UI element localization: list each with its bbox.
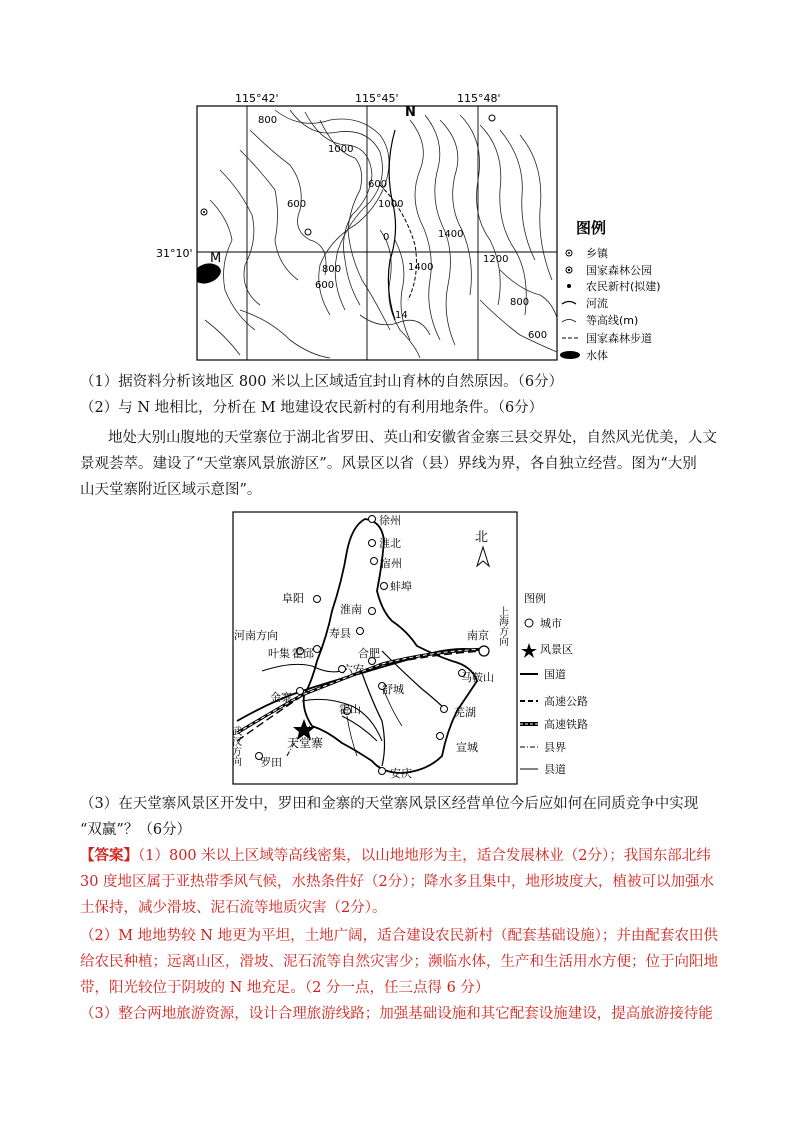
legend-item: 农民新村(拟建)	[586, 280, 661, 293]
region-map	[229, 511, 622, 787]
city-label: 南京	[467, 629, 489, 642]
contour-label: 1000	[378, 199, 404, 210]
contour-label: 1200	[483, 254, 509, 265]
intro-line-3: 山天堂寨附近区域示意图”。	[80, 482, 262, 498]
contour-label: 0	[383, 232, 390, 243]
city-label: 霍山	[339, 703, 361, 716]
legend-item: 县道	[544, 763, 566, 776]
legend-title: 图例	[524, 592, 546, 605]
lat-label: 31°10'	[156, 247, 193, 260]
city-label: 宣城	[456, 741, 478, 754]
legend-item: 国家森林步道	[586, 332, 652, 345]
legend-item: 国家森林公园	[586, 264, 652, 277]
answer-2-line-3: 带，阳光较位于阴坡的 N 地充足。（2 分一点，任三点得 6 分）	[80, 980, 490, 996]
question-2: （2）与 N 地相比，分析在 M 地建设农民新村的有利用地条件。（6分）	[80, 400, 544, 416]
city-label: 淮南	[340, 603, 362, 616]
answer-1-line-3: 土保持，减少滑坡、泥石流等地质灾害（2分）。	[80, 900, 387, 916]
legend-title: 图例	[576, 219, 607, 237]
city-label: 芜湖	[454, 706, 476, 719]
legend-item: 河流	[586, 297, 608, 310]
answer-tag: 【答案】	[80, 847, 138, 864]
intro-line-2: 景观荟萃。建设了“天堂寨风景旅游区”。风景区以省（县）界线为界，各自独立经营。图为“大别	[80, 456, 697, 472]
contour-label: 800	[322, 264, 342, 275]
intro-line-1: 地处大别山腹地的天堂寨位于湖北省罗田、英山和安徽省金寨三县交界处，自然风光优美，人文	[108, 430, 717, 446]
contour-label: 1400	[438, 229, 464, 240]
city-label: 阜阳	[282, 592, 304, 605]
city-label: 安庆	[390, 767, 412, 780]
city-label: 六安	[342, 663, 364, 676]
legend-item: 高速公路	[544, 695, 588, 708]
legend-item: 水体	[586, 349, 608, 362]
city-label: 上海方向	[496, 606, 508, 646]
city-label: 宿州	[380, 557, 402, 570]
answer-1-line-2: 30 度地区属于亚热带季风气候，水热条件好（2分）；降水多且集中，地形坡度大，植被可以加强水	[80, 874, 715, 890]
legend-item: 风景区	[540, 643, 573, 656]
contour-label: 600	[528, 330, 548, 341]
answer-text: （1）800 米以上区域等高线密集，以山地地形为主，适合发展林业（2分）；我国东部北纬	[138, 848, 711, 864]
lon-label-2: 115°45'	[355, 92, 399, 105]
contour-label: 800	[510, 297, 530, 308]
answer-2-line-2: 给农民种植；远离山区，滑坡、泥石流等自然灾害少；濒临水体，生产和生活用水方便；位于向阳地	[80, 954, 718, 970]
city-label: 舒城	[382, 683, 404, 696]
city-label: 罗田	[260, 756, 282, 769]
contour-label: 600	[315, 280, 335, 291]
contour-map	[156, 90, 661, 365]
legend-item: 国道	[544, 668, 566, 681]
contour-label: 1400	[408, 262, 434, 273]
legend-item: 城市	[540, 617, 562, 630]
city-label: 寿县	[329, 627, 351, 640]
city-label: 武汉方向	[229, 726, 241, 766]
answer-3-line-1: （3）整合两地旅游资源，设计合理旅游线路；加强基础设施和其它配套设施建设，提高旅游接待能	[80, 1006, 713, 1022]
m-label: M	[210, 251, 222, 266]
city-label: 金寨	[270, 691, 292, 704]
contour-label: 14	[395, 310, 408, 321]
lon-label-1: 115°42'	[235, 92, 279, 105]
question-3-line-1: （3）在天堂寨风景区开发中，罗田和金寨的天堂寨风景区经营单位今后应如何在同质竞争中实现	[80, 796, 699, 812]
question-1: （1）据资料分析该地区 800 米以上区域适宜封山育林的自然原因。（6分）	[80, 374, 564, 390]
legend-item: 县界	[544, 741, 566, 754]
city-label: 蚌埠	[390, 580, 412, 593]
contour-label: 800	[258, 115, 278, 126]
answer-2-line-1: （2）M 地地势较 N 地更为平坦，土地广阔，适合建设农民新村（配套基础设施）；并由配套农田供	[80, 928, 718, 944]
north-label: N	[405, 105, 416, 120]
question-3-line-2: “双赢”？（6分）	[80, 822, 192, 838]
lon-label-3: 115°48'	[457, 92, 501, 105]
city-label: 淮北	[379, 537, 401, 550]
north-arrow-label: 北	[475, 530, 489, 545]
city-label: 天堂寨	[287, 736, 324, 750]
city-label: 霍邱	[292, 647, 314, 660]
contour-label: 1000	[328, 144, 354, 155]
city-label: 河南方向	[234, 629, 278, 642]
legend-item: 等高线(m)	[586, 314, 639, 327]
contour-label: 600	[287, 199, 307, 210]
contour-label: 600	[368, 179, 388, 190]
legend-item: 乡镇	[586, 247, 608, 260]
city-label: 马鞍山	[461, 671, 494, 684]
legend-item: 高速铁路	[544, 718, 588, 731]
city-label: 徐州	[379, 514, 401, 527]
city-label: 叶集	[268, 647, 290, 660]
answer-1-line-1	[80, 846, 740, 866]
city-label: 合肥	[358, 647, 380, 660]
